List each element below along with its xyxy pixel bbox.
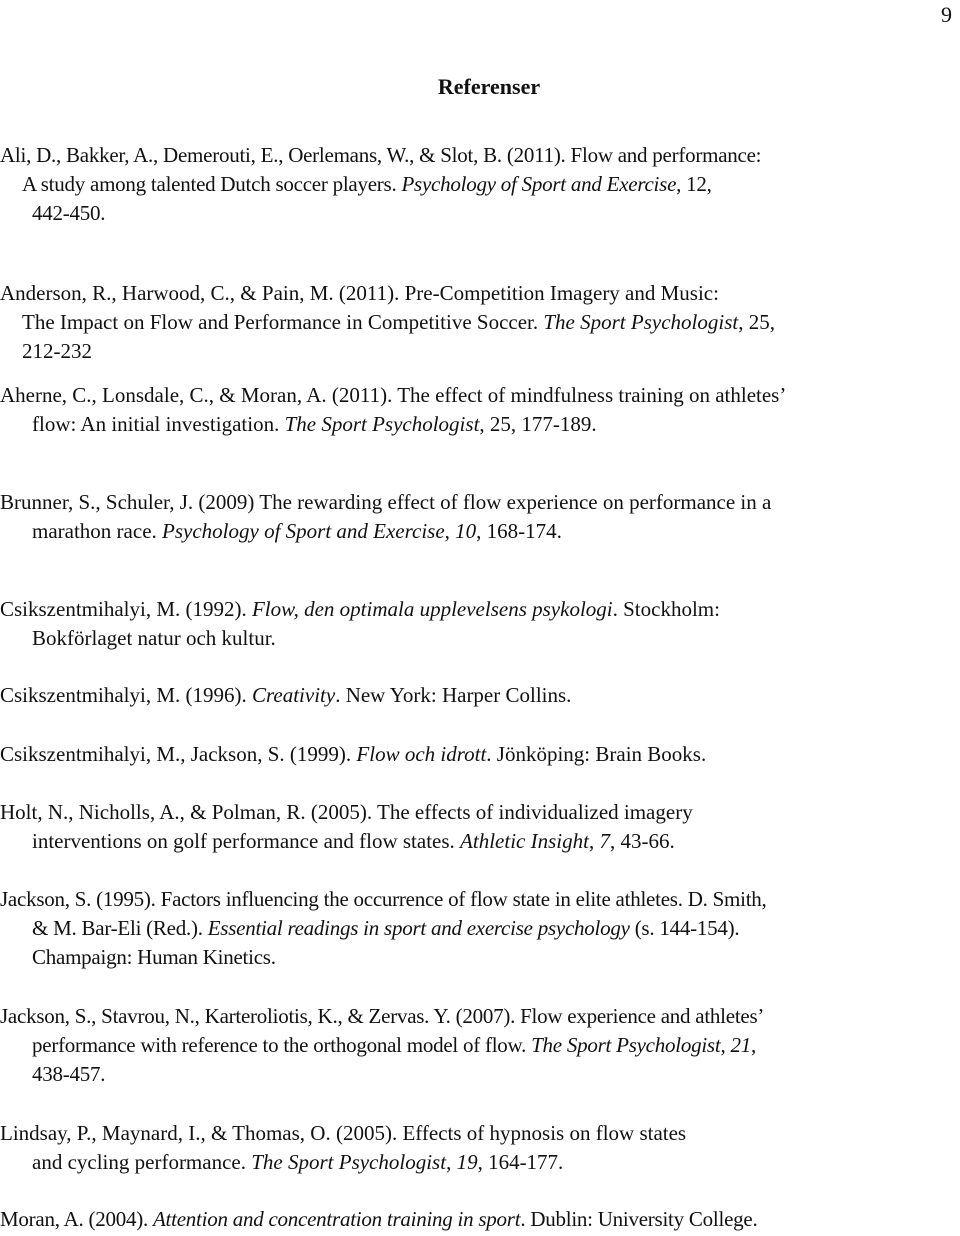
reference-line (0, 624, 958, 653)
reference-italic-segment: 21 (730, 1033, 751, 1057)
reference-line (0, 1148, 958, 1177)
reference-text-segment: , (588, 829, 600, 853)
reference-text-segment: . Jönköping: Brain Books. (486, 742, 707, 766)
reference-text-segment: , 43-66. (609, 829, 675, 853)
reference-text-segment: . Stockholm: (612, 597, 720, 621)
reference-text-segment: Brunner, S., Schuler, J. (2009) The rewarding effect of flow experience on performance in a (0, 490, 772, 514)
reference-text-segment: , (446, 1150, 457, 1174)
reference-entry (0, 1119, 958, 1177)
reference-text-segment: , 25, (738, 310, 775, 334)
reference-italic-segment: Creativity (251, 683, 336, 707)
reference-entry (0, 885, 958, 972)
reference-text-segment: , 168-174. (476, 519, 562, 543)
reference-line (0, 1002, 958, 1031)
reference-text-segment: (s. 144-154). (629, 916, 740, 940)
reference-italic-segment: The Sport Psychologist (251, 1150, 447, 1174)
reference-line (0, 1031, 958, 1060)
reference-text-segment: The Impact on Flow and Performance in Competitive Soccer. (22, 310, 544, 334)
reference-entry (0, 141, 958, 228)
reference-entry (0, 681, 958, 710)
reference-text-segment: Holt, N., Nicholls, A., & Polman, R. (2005). The effects of individualized imagery (0, 800, 693, 824)
reference-line (0, 914, 958, 943)
reference-line (0, 381, 958, 410)
reference-italic-segment: 7 (599, 829, 610, 853)
page-title: Referenser (437, 74, 541, 99)
reference-text-segment: . New York: Harper Collins. (335, 683, 572, 707)
reference-text-segment: Jackson, S. (1995). Factors influencing the occurrence of flow state in elite athletes. D. Smith, (0, 887, 767, 911)
reference-text-segment: performance with reference to the orthogonal model of flow. (32, 1033, 532, 1057)
reference-line (0, 943, 958, 972)
reference-text-segment: , (750, 1033, 756, 1057)
reference-italic-segment: Flow, den optimala upplevelsens psykologi (251, 597, 613, 621)
reference-italic-segment: The Sport Psychologist (531, 1033, 721, 1057)
reference-text-segment: , (444, 519, 456, 543)
reference-line (0, 279, 958, 308)
reference-text-segment: , 25, 177-189. (479, 412, 597, 436)
reference-line (0, 141, 958, 170)
reference-text-segment: . Dublin: University College. (520, 1207, 758, 1231)
reference-text-segment: , 164-177. (477, 1150, 564, 1174)
reference-text-segment: 438-457. (32, 1062, 106, 1086)
reference-text-segment: Csikszentmihalyi, M. (1996). (0, 683, 252, 707)
reference-italic-segment: Attention and concentration training in sport (152, 1207, 521, 1231)
reference-text-segment: interventions on golf performance and flow states. (32, 829, 461, 853)
reference-italic-segment: Psychology of Sport and Exercise (162, 519, 445, 543)
reference-text-segment: Anderson, R., Harwood, C., & Pain, M. (2011). Pre-Competition Imagery and Music: (0, 281, 719, 305)
reference-line (0, 410, 958, 439)
reference-entry (0, 1205, 958, 1234)
reference-line (0, 308, 958, 337)
reference-line (0, 1119, 958, 1148)
reference-text-segment: 442-450. (32, 201, 106, 225)
reference-italic-segment: Psychology of Sport and Exercise (401, 172, 677, 196)
reference-entry (0, 381, 958, 439)
reference-line (0, 1060, 958, 1089)
reference-text-segment: and cycling performance. (32, 1150, 252, 1174)
page-number: 9 (941, 2, 952, 27)
reference-text-segment: Lindsay, P., Maynard, I., & Thomas, O. (2005). Effects of hypnosis on flow states (0, 1121, 687, 1145)
reference-line (0, 827, 958, 856)
reference-line (0, 337, 958, 366)
reference-italic-segment: Essential readings in sport and exercise psychology (207, 916, 630, 940)
reference-text-segment: , 12, (676, 172, 712, 196)
reference-text-segment: Aherne, C., Lonsdale, C., & Moran, A. (2011). The effect of mindfulness training on athletes’ (0, 383, 787, 407)
reference-text-segment: , (720, 1033, 731, 1057)
reference-line (0, 885, 958, 914)
reference-text-segment: Champaign: Human Kinetics. (32, 945, 276, 969)
reference-line (0, 798, 958, 827)
reference-entry (0, 279, 958, 366)
reference-text-segment: A study among talented Dutch soccer players. (22, 172, 402, 196)
reference-entry (0, 1002, 958, 1089)
reference-line (0, 1205, 958, 1234)
reference-text-segment: Csikszentmihalyi, M., Jackson, S. (1999). (0, 742, 357, 766)
reference-text-segment: marathon race. (32, 519, 163, 543)
reference-line (0, 595, 958, 624)
reference-entry (0, 798, 958, 856)
reference-text-segment: Csikszentmihalyi, M. (1992). (0, 597, 252, 621)
reference-italic-segment: 19 (456, 1150, 478, 1174)
reference-line (0, 199, 958, 228)
reference-entry (0, 595, 958, 653)
reference-italic-segment: The Sport Psychologist (543, 310, 739, 334)
reference-line (0, 681, 958, 710)
reference-text-segment: Moran, A. (2004). (0, 1207, 153, 1231)
reference-line (0, 170, 958, 199)
reference-text-segment: 212-232 (22, 339, 92, 363)
reference-text-segment: flow: An initial investigation. (32, 412, 285, 436)
reference-line (0, 740, 958, 769)
reference-entry (0, 488, 958, 546)
reference-italic-segment: Flow och idrott (356, 742, 487, 766)
reference-entry (0, 740, 958, 769)
reference-text-segment: Ali, D., Bakker, A., Demerouti, E., Oerlemans, W., & Slot, B. (2011). Flow and performance: (0, 143, 762, 167)
reference-text-segment: Bokförlaget natur och kultur. (32, 626, 276, 650)
reference-line (0, 488, 958, 517)
reference-text-segment: Jackson, S., Stavrou, N., Karteroliotis, K., & Zervas. Y. (2007). Flow experience and athletes’ (0, 1004, 765, 1028)
reference-line (0, 517, 958, 546)
reference-text-segment: & M. Bar-Eli (Red.). (32, 916, 208, 940)
reference-italic-segment: The Sport Psychologist (284, 412, 480, 436)
reference-italic-segment: 10 (455, 519, 477, 543)
reference-italic-segment: Athletic Insight (460, 829, 589, 853)
